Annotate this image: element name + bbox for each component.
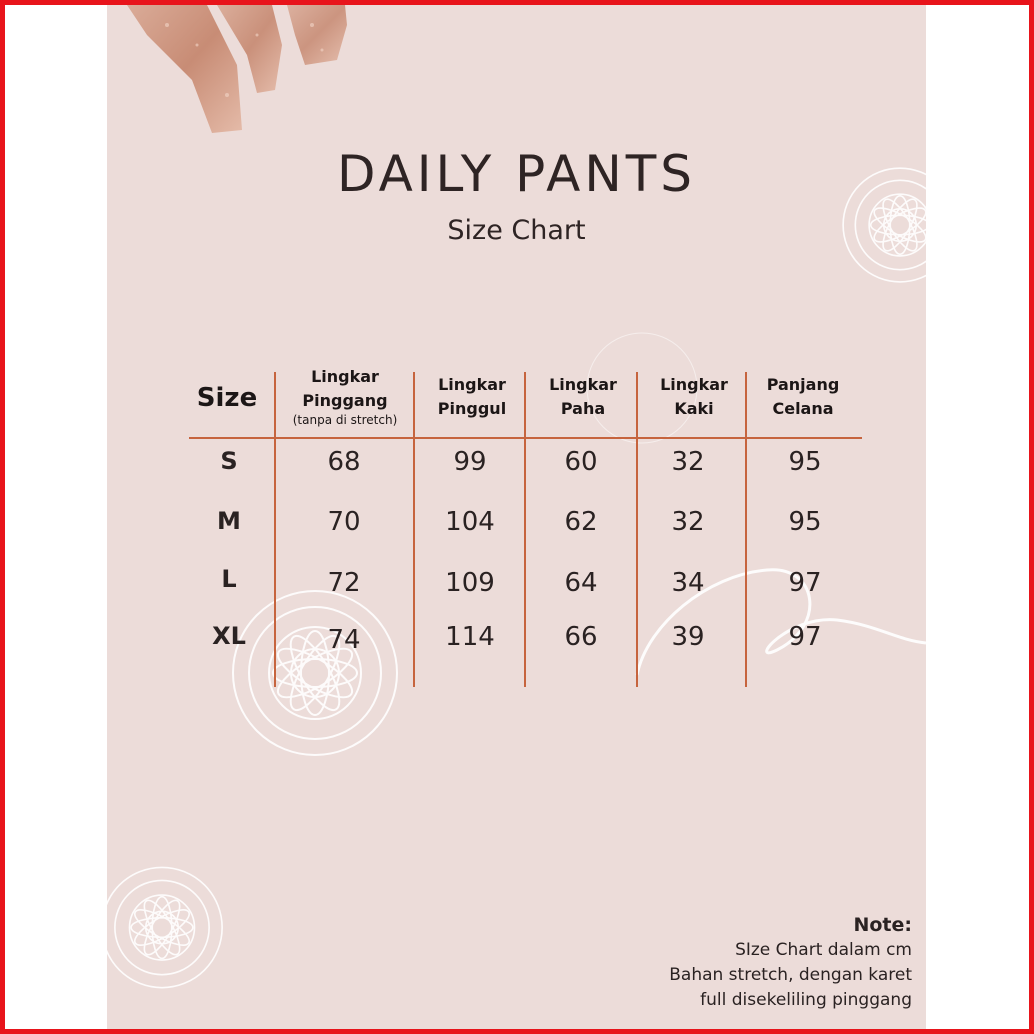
value-cell: 34 xyxy=(671,568,705,598)
notes-line: Bahan stretch, dengan karet xyxy=(669,965,912,985)
value-cell: 104 xyxy=(445,507,495,537)
header-line2: Pinggang xyxy=(302,391,388,410)
notes-line: SIze Chart dalam cm xyxy=(735,940,912,960)
value-cell: 74 xyxy=(327,625,361,655)
header-line2: Paha xyxy=(560,399,606,418)
header-line2: Celana xyxy=(772,399,834,418)
value-cell: 70 xyxy=(327,507,361,537)
size-table xyxy=(107,5,926,1029)
header-line2: Pinggul xyxy=(437,399,507,418)
size-chart-card xyxy=(107,5,926,1029)
header-lingkar-kaki xyxy=(638,373,750,421)
column-divider xyxy=(745,372,747,687)
size-cell: L xyxy=(221,565,237,593)
value-cell: 99 xyxy=(453,447,487,477)
header-line2: Kaki xyxy=(674,399,714,418)
value-cell: 109 xyxy=(445,568,495,598)
page-subtitle: Size Chart xyxy=(447,215,586,246)
size-cell: M xyxy=(217,507,241,535)
header-panjang-celana xyxy=(747,373,859,421)
notes-heading: Note: xyxy=(853,914,912,936)
header-line1: Lingkar xyxy=(438,375,506,394)
size-cell: S xyxy=(220,447,238,475)
header-line1: Panjang xyxy=(766,375,840,394)
page-title: DAILY PANTS xyxy=(336,145,697,203)
value-cell: 97 xyxy=(788,622,822,652)
value-cell: 39 xyxy=(671,622,705,652)
value-cell: 60 xyxy=(564,447,598,477)
header-lingkar-paha xyxy=(527,373,639,421)
header-line1: Lingkar xyxy=(311,367,379,386)
header-lingkar-pinggul xyxy=(416,373,528,421)
value-cell: 64 xyxy=(564,568,598,598)
notes-block xyxy=(669,913,912,1013)
header-note: (tanpa di stretch) xyxy=(292,413,398,427)
value-cell: 72 xyxy=(327,568,361,598)
value-cell: 95 xyxy=(788,447,822,477)
value-cell: 32 xyxy=(671,507,705,537)
header-size: Size xyxy=(196,383,258,413)
value-cell: 114 xyxy=(445,622,495,652)
header-line1: Lingkar xyxy=(660,375,728,394)
value-cell: 62 xyxy=(564,507,598,537)
value-cell: 95 xyxy=(788,507,822,537)
header-line1: Lingkar xyxy=(549,375,617,394)
value-cell: 32 xyxy=(671,447,705,477)
column-divider xyxy=(274,372,276,687)
size-cell: XL xyxy=(212,622,246,650)
header-lingkar-pinggang xyxy=(275,365,415,427)
value-cell: 66 xyxy=(564,622,598,652)
notes-line: full disekeliling pinggang xyxy=(700,990,912,1010)
value-cell: 68 xyxy=(327,447,361,477)
value-cell: 97 xyxy=(788,568,822,598)
